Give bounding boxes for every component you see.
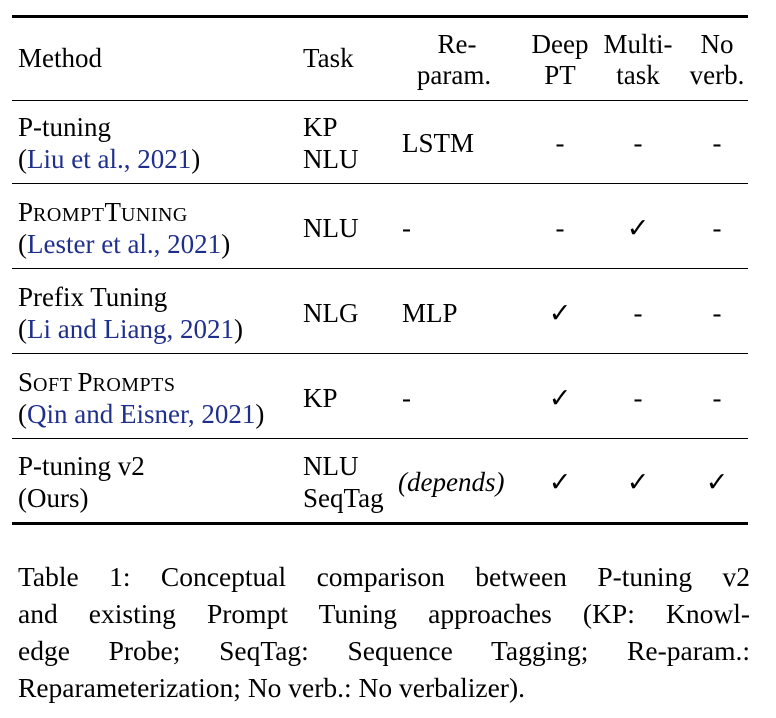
no-verb-cell: - <box>712 128 722 158</box>
header-multi-line2: task <box>616 60 660 90</box>
header-noverb-line1: No <box>700 29 734 59</box>
citation-paren: ) <box>191 144 201 174</box>
reparam-cell: (depends) <box>398 467 505 497</box>
task-cell: NLU <box>303 451 359 481</box>
method-name <box>18 199 188 226</box>
method-citation <box>18 316 243 343</box>
deep-pt-cell: ✓ <box>548 383 572 413</box>
multi-task-cell: - <box>633 383 643 413</box>
method-name-part: T <box>104 197 121 227</box>
header-reparam-line2: param. <box>416 60 492 90</box>
method-citation <box>18 231 230 258</box>
method-name <box>18 369 176 396</box>
citation-paren: ) <box>255 399 265 429</box>
header-reparam-line1: Re- <box>437 29 477 59</box>
row-rule <box>12 353 748 354</box>
deep-pt-cell: - <box>555 128 565 158</box>
method-name: P-tuning v2 <box>18 451 145 481</box>
method-name-part: S <box>18 367 34 397</box>
reparam-cell: - <box>402 383 411 413</box>
multi-task-cell: ✓ <box>626 213 650 243</box>
method-name-part: ROMPTS <box>92 374 176 396</box>
no-verb-cell: - <box>712 213 722 243</box>
reparam-cell: LSTM <box>402 128 475 158</box>
table-bottom-rule <box>12 522 748 525</box>
task-cell: NLU <box>303 213 359 243</box>
row-rule <box>12 183 748 184</box>
reparam-cell: MLP <box>402 298 458 328</box>
deep-pt-cell: ✓ <box>548 467 572 497</box>
task-cell: NLU <box>303 144 359 174</box>
caption-line: Table 1: Conceptual comparison between P-tuning v2 <box>18 561 750 592</box>
row-rule <box>12 438 748 439</box>
header-task: Task <box>303 43 354 73</box>
deep-pt-cell: - <box>555 213 565 243</box>
header-noverb-line2: verb. <box>689 60 745 90</box>
citation-paren: ) <box>233 314 243 344</box>
task-cell: KP <box>303 112 338 142</box>
caption-line: edge Probe; SeqTag: Sequence Tagging; Re-param.: <box>18 635 750 666</box>
method-citation: (Ours) <box>18 483 89 513</box>
caption-line: and existing Prompt Tuning approaches (KP: Knowl- <box>18 598 750 629</box>
header-deep-line2: PT <box>544 60 576 90</box>
citation-link[interactable]: Qin and Eisner, 2021 <box>27 399 256 429</box>
method-name-part: ROMPT <box>33 204 105 226</box>
no-verb-cell: ✓ <box>705 467 729 497</box>
citation-paren: ( <box>18 144 27 174</box>
task-cell: SeqTag <box>303 483 384 513</box>
citation-paren: ( <box>18 314 27 344</box>
row-rule <box>12 268 748 269</box>
caption-line: Reparameterization; No verb.: No verbalizer). <box>18 672 525 703</box>
no-verb-cell: - <box>712 383 722 413</box>
header-method: Method <box>18 43 102 73</box>
method-citation <box>18 146 200 173</box>
citation-link[interactable]: Li and Liang, 2021 <box>27 314 234 344</box>
header-rule <box>12 100 748 101</box>
table-top-rule <box>12 15 748 18</box>
task-cell: NLG <box>303 298 359 328</box>
method-name-part: OFT <box>33 374 78 396</box>
method-citation <box>18 401 264 428</box>
reparam-cell: - <box>402 213 411 243</box>
header-deep-line1: Deep <box>531 29 589 59</box>
multi-task-cell: - <box>633 128 643 158</box>
table-caption <box>18 558 750 706</box>
citation-link[interactable]: Lester et al., 2021 <box>27 229 222 259</box>
multi-task-cell: ✓ <box>626 467 650 497</box>
deep-pt-cell: ✓ <box>548 298 572 328</box>
no-verb-cell: - <box>712 298 722 328</box>
citation-paren: ( <box>18 399 27 429</box>
citation-paren: ) <box>221 229 231 259</box>
citation-paren: ( <box>18 229 27 259</box>
header-multi-line1: Multi- <box>603 29 673 59</box>
method-name: P-tuning <box>18 112 112 142</box>
method-name-part: P <box>77 367 93 397</box>
method-name-part: UNING <box>120 204 188 226</box>
multi-task-cell: - <box>633 298 643 328</box>
method-name: Prefix Tuning <box>18 282 168 312</box>
method-name-part: P <box>18 197 34 227</box>
task-cell: KP <box>303 383 338 413</box>
citation-link[interactable]: Liu et al., 2021 <box>27 144 192 174</box>
